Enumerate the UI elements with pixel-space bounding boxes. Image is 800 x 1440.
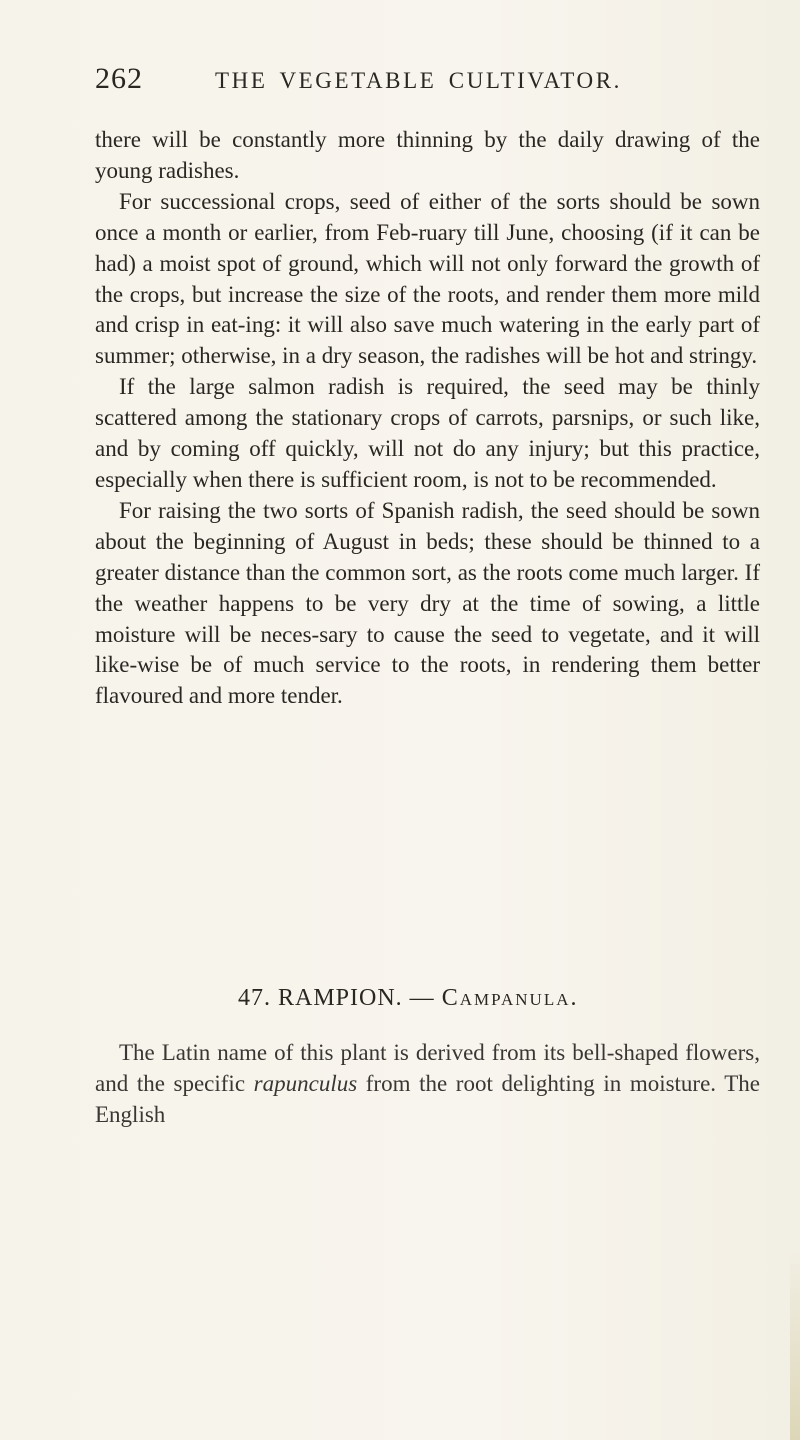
paragraph-successional-crops: For successional crops, seed of either of the sorts should be sown once a month or earlier, from Feb-ruary till June, choosing (if it can be had) a moist spot of ground, which will not only forward the growth of the crops, but increase the size of the roots, and render them more mild and crisp in eat-ing: it will also save much watering in the early part of summer; otherwise, in a dry season, the radishes will be hot and stringy. [95,188,760,369]
rampion-text-end: from the root delighting in moisture. The English [95,1070,760,1127]
running-title: THE VEGETABLE CULTIVATOR. [215,68,623,93]
page-number: 262 [95,62,143,95]
section-text [95,1038,760,1131]
paragraph-continuation: there will be constantly more thinning by the daily drawing of the young radishes. [95,127,760,183]
paragraph-spanish-radish: For raising the two sorts of Spanish radish, the seed should be sown about the beginning of August in beds; these should be thinned to a greater distance than the common sort, as the roots come much larger. If the weather happens to be very dry at the time of sowing, a little moisture will be neces-sary to cause the seed to vegetate, and it will like-wise be of much service to the roots, in rendering them better flavoured and more tender. [95,497,760,709]
page-edge-shadow [790,1250,800,1440]
rampion-specific-name: rapunculus [253,1070,358,1096]
section-title: 47. RAMPION. — [238,985,435,1011]
paragraph-salmon-radish: If the large salmon radish is required, the seed may be thinly scattered among the stationary crops of carrots, parsnips, or such like, and by coming off quickly, will not do any injury; but this practice, especially when there is sufficient room, is not to be recommended. [95,374,760,492]
section-heading [238,985,578,1012]
rampion-text-start: The Latin name of this plant is derived from its bell-shaped flowers, and the specific [95,1040,760,1096]
section-latin-name: Campanula. [441,985,579,1011]
running-head [95,62,755,102]
paragraph-rampion [95,1038,760,1131]
body-text [95,125,760,712]
